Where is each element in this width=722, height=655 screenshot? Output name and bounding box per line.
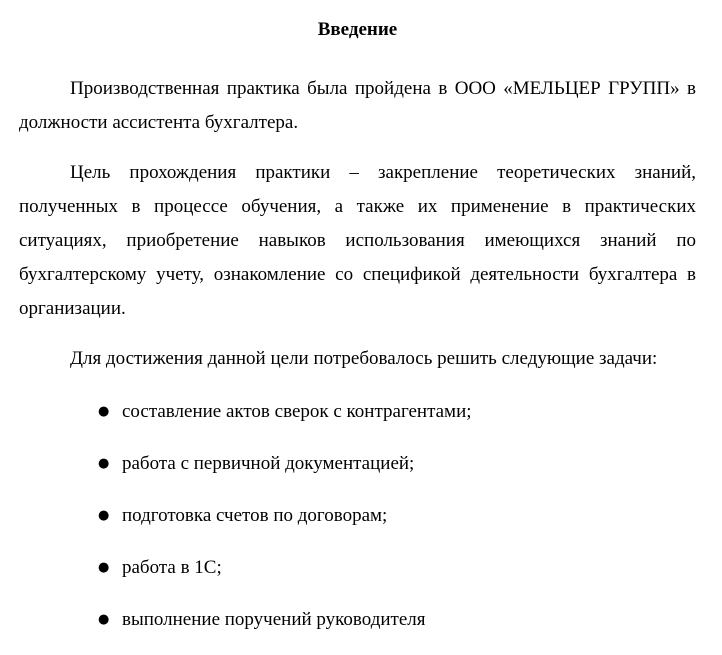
bullet-icon: ●	[98, 560, 110, 575]
task-text: работа в 1С;	[122, 557, 222, 578]
bullet-icon: ●	[98, 508, 110, 523]
paragraph-practice-goal: Цель прохождения практики – закрепление теоретических знаний, полученных в процессе обучения, а также их применение в практических ситуациях, приобретение навыков использования имеющихся знаний по бухгалтерскому учету, ознакомление со спецификой деятельности бухгалтера в организации.	[19, 162, 696, 319]
bullet-icon: ●	[98, 612, 110, 627]
paragraph-practice-place: Производственная практика была пройдена в ООО «МЕЛЬЦЕР ГРУПП» в должности ассистента бухгалтера.	[19, 78, 696, 133]
task-text: работа с первичной документацией;	[122, 453, 415, 474]
list-item	[19, 551, 696, 603]
list-item	[19, 603, 696, 655]
bullet-icon: ●	[98, 456, 110, 471]
document-title: Введение	[317, 19, 398, 40]
task-text: составление актов сверок с контрагентами;	[122, 401, 472, 422]
paragraph-tasks-intro: Для достижения данной цели потребовалось решить следующие задачи:	[70, 348, 658, 369]
task-text: выполнение поручений руководителя	[122, 609, 426, 630]
list-item	[19, 447, 696, 499]
tasks-list	[19, 395, 696, 655]
bullet-icon: ●	[98, 404, 110, 419]
list-item	[19, 499, 696, 551]
task-text: подготовка счетов по договорам;	[122, 505, 388, 526]
list-item	[19, 395, 696, 447]
